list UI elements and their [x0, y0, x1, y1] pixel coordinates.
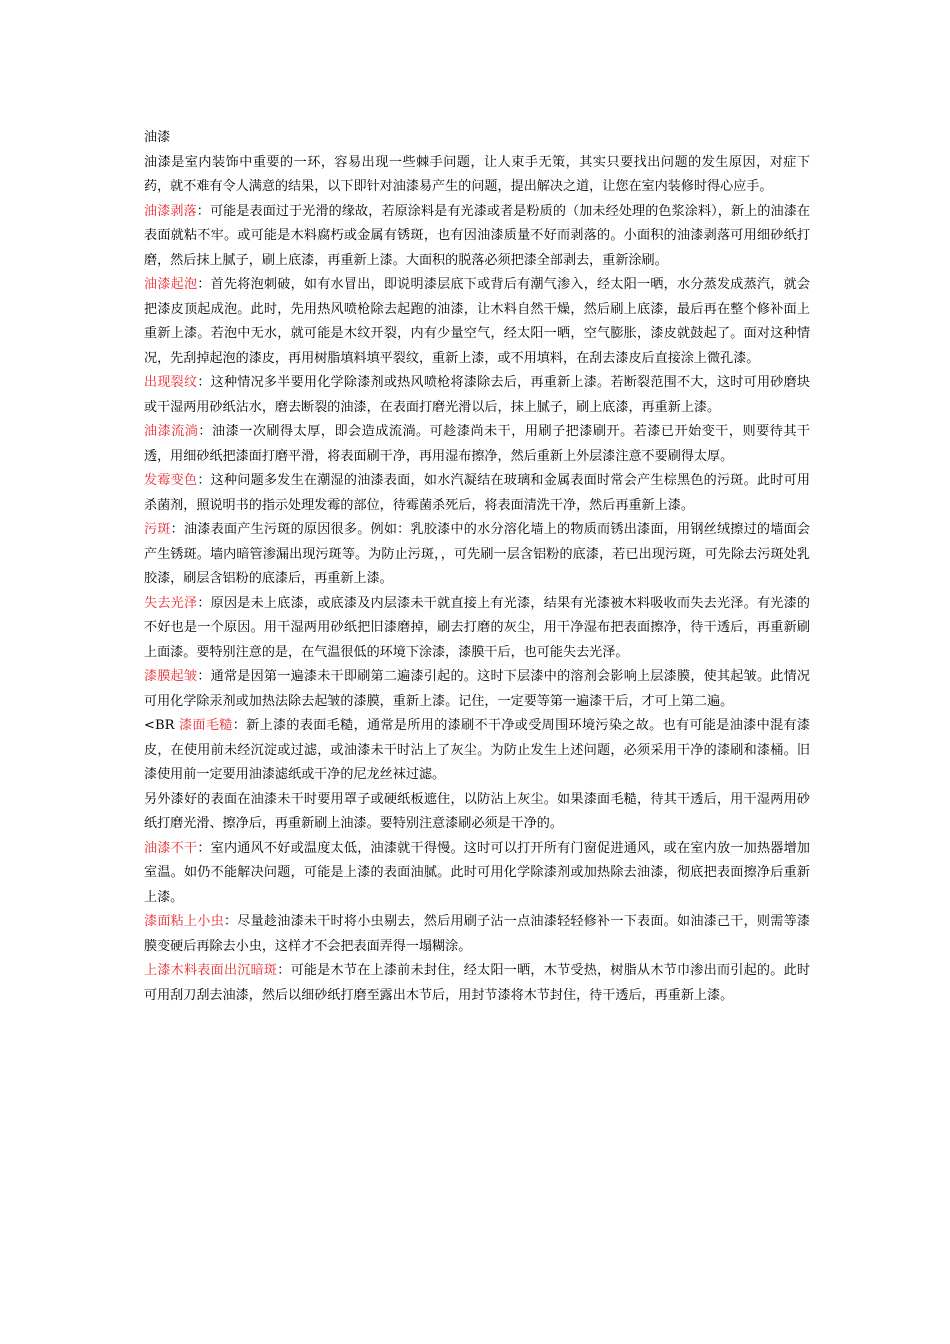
section-paragraph: [144, 910, 810, 959]
section-paragraph: [144, 420, 810, 469]
section-heading: 失去光泽: [144, 595, 198, 611]
section-body: ：可能是表面过于光滑的缘故，若原涂料是有光漆或者是粉质的（加未经处理的色浆涂料），新上的油漆在表面就粘不牢。或可能是木料腐朽或金属有锈斑，也有因油漆质量不好而剥落的。小面积的油漆剥落可用细砂纸打磨，然后抹上腻子，刷上底漆，再重新上漆。大面积的脱落必须把漆全部剥去，重新涂刷。: [144, 203, 811, 268]
section-paragraph: [144, 959, 810, 1008]
section-paragraph: [144, 714, 810, 788]
section-body: ：通常是因第一遍漆未干即刷第二遍漆引起的。这时下层漆中的溶剂会影响上层漆膜，使其起皱。此情况可用化学除汞剂或加热法除去起皱的漆膜，重新上漆。记住，一定要等第一遍漆干后，才可上第二遍。: [144, 669, 811, 709]
section-heading: 油漆不干: [144, 840, 198, 856]
section-heading: 油漆剥落: [144, 203, 197, 219]
section-heading: 油漆流淌: [144, 424, 199, 439]
section-paragraph: [144, 592, 810, 666]
section-paragraph: [144, 469, 810, 518]
section-body: ：尽量趁油漆未干时将小虫剔去，然后用刷子沾一点油漆轻轻修补一下表面。如油漆己干，则需等漆膜变硬后再除去小虫，这样才不会把表面弄得一塌糊涂。: [144, 914, 811, 954]
section-body: ：首先将泡刺破，如有水冒出，即说明漆层底下或背后有潮气渗入，经太阳一晒，水分蒸发成蒸汽，就会把漆皮顶起成泡。此时，先用热风喷枪除去起跑的油漆，让木料自然干燥，然后刷上底漆，最后再在整个修补面上重新上漆。若泡中无水，就可能是木纹开裂，内有少量空气，经太阳一晒，空气膨胀，漆皮就鼓起了。面对这种情况，先刮掉起泡的漆皮，再用树脂填料填平裂纹，重新上漆，或不用填料，在刮去漆皮后直接涂上微孔漆。: [144, 277, 811, 366]
section-heading: 污斑: [144, 522, 171, 537]
section-prefix: <BR: [144, 718, 179, 733]
section-body: ：可能是木节在上漆前未封住，经太阳一晒，木节受热，树脂从木节巾渗出而引起的。此时可用刮刀刮去油漆，然后以细砂纸打磨至露出木节后，用封节漆将木节封住，待干透后，再重新上漆。: [144, 963, 811, 1003]
section-body: ：原因是未上底漆，或底漆及内层漆未干就直接上有光漆，结果有光漆被木料吸收而失去光泽。有光漆的不好也是一个原因。用干湿两用砂纸把旧漆磨掉，刷去打磨的灰尘，用干净湿布把表面擦净，待干透后，再重新刷上面漆。要特别注意的是，在气温很低的环境下涂漆，漆膜干后，也可能失去光泽。: [144, 595, 811, 660]
section-body: ：油漆表面产生污斑的原因很多。例如：乳胶漆中的水分溶化墙上的物质而锈出漆面，用钢丝绒擦过的墙面会产生锈斑。墙内暗管渗漏出现污斑等。为防止污斑，，可先刷一层含铝粉的底漆，若已出现污斑，可先除去污斑处乳胶漆，刷层含铝粉的底漆后，再重新上漆。: [144, 522, 811, 586]
section-body: ：这种情况多半要用化学除漆剂或热风喷枪将漆除去后，再重新上漆。若断裂范围不大，这时可用砂磨块或干湿两用砂纸沾水，磨去断裂的油漆，在表面打磨光滑以后，抹上腻子，刷上底漆，再重新上漆。: [144, 375, 811, 415]
document-title: 油漆: [144, 130, 171, 145]
section-body: ：室内通风不好或温度太低，油漆就干得慢。这时可以打开所有门窗促进通风，或在室内放一加热器增加室温。如仍不能解决问题，可能是上漆的表面油腻。此时可用化学除漆剂或加热除去油漆，彻底把表面擦净后重新上漆。: [144, 840, 811, 905]
section-body: ：油漆一次刷得太厚，即会造成流淌。可趁漆尚未干，用刷子把漆刷开。若漆已开始变干，则要待其干透，用细砂纸把漆面打磨平滑，将表面刷干净，再用湿布擦净，然后重新上外层漆注意不要刷得太厚。: [144, 424, 811, 464]
section-paragraph: [144, 837, 810, 911]
section-heading: 出现裂纹: [144, 375, 198, 390]
section-heading: 油漆起泡: [144, 277, 198, 292]
section-heading: 漆面粘上小虫: [144, 914, 224, 929]
section-heading: 漆膜起皱: [144, 669, 198, 684]
section-heading: 上漆木料表面出沉暗斑: [144, 963, 278, 978]
section-body: ：新上漆的表面毛糙，通常是所用的漆刷不干净或受周围环境污染之故。也有可能是油漆中混有漆皮，在使用前未经沉淀或过滤，或油漆未干时沾上了灰尘。为防止发生上述问题，必须采用干净的漆刷和漆桶。旧漆使用前一定要用油漆滤纸或干净的尼龙丝袜过滤。: [144, 718, 811, 782]
section-paragraph: [144, 518, 810, 592]
section-heading: 漆面毛糙: [178, 718, 233, 733]
section-paragraph: [144, 273, 810, 371]
section-paragraph: [144, 200, 810, 274]
section-paragraph: [144, 371, 810, 420]
section-heading: 发霉变色: [144, 473, 198, 488]
section-paragraph: [144, 788, 810, 837]
section-body: ：这种问题多发生在潮湿的油漆表面，如水汽凝结在玻璃和金属表面时常会产生棕黑色的污斑。此时可用杀菌剂，照说明书的指示处理发霉的部位，待霉菌杀死后，将表面清洗干净，然后再重新上漆。: [144, 473, 811, 513]
intro-paragraph: 油漆是室内装饰中重要的一环，容易出现一些棘手问题，让人束手无策，其实只要找出问题的发生原因，对症下药，就不难有令人满意的结果，以下即针对油漆易产生的问题，提出解决之道，让您在室内装修时得心应手。: [144, 154, 810, 194]
section-paragraph: [144, 665, 810, 714]
section-body: 另外漆好的表面在油漆未干时要用罩子或硬纸板遮住，以防沾上灰尘。如果漆面毛糙，待其干透后，用干湿两用砂纸打磨光滑、擦净后，再重新刷上油漆。要特别注意漆刷必须是干净的。: [144, 791, 810, 831]
document-body: [144, 126, 810, 1008]
